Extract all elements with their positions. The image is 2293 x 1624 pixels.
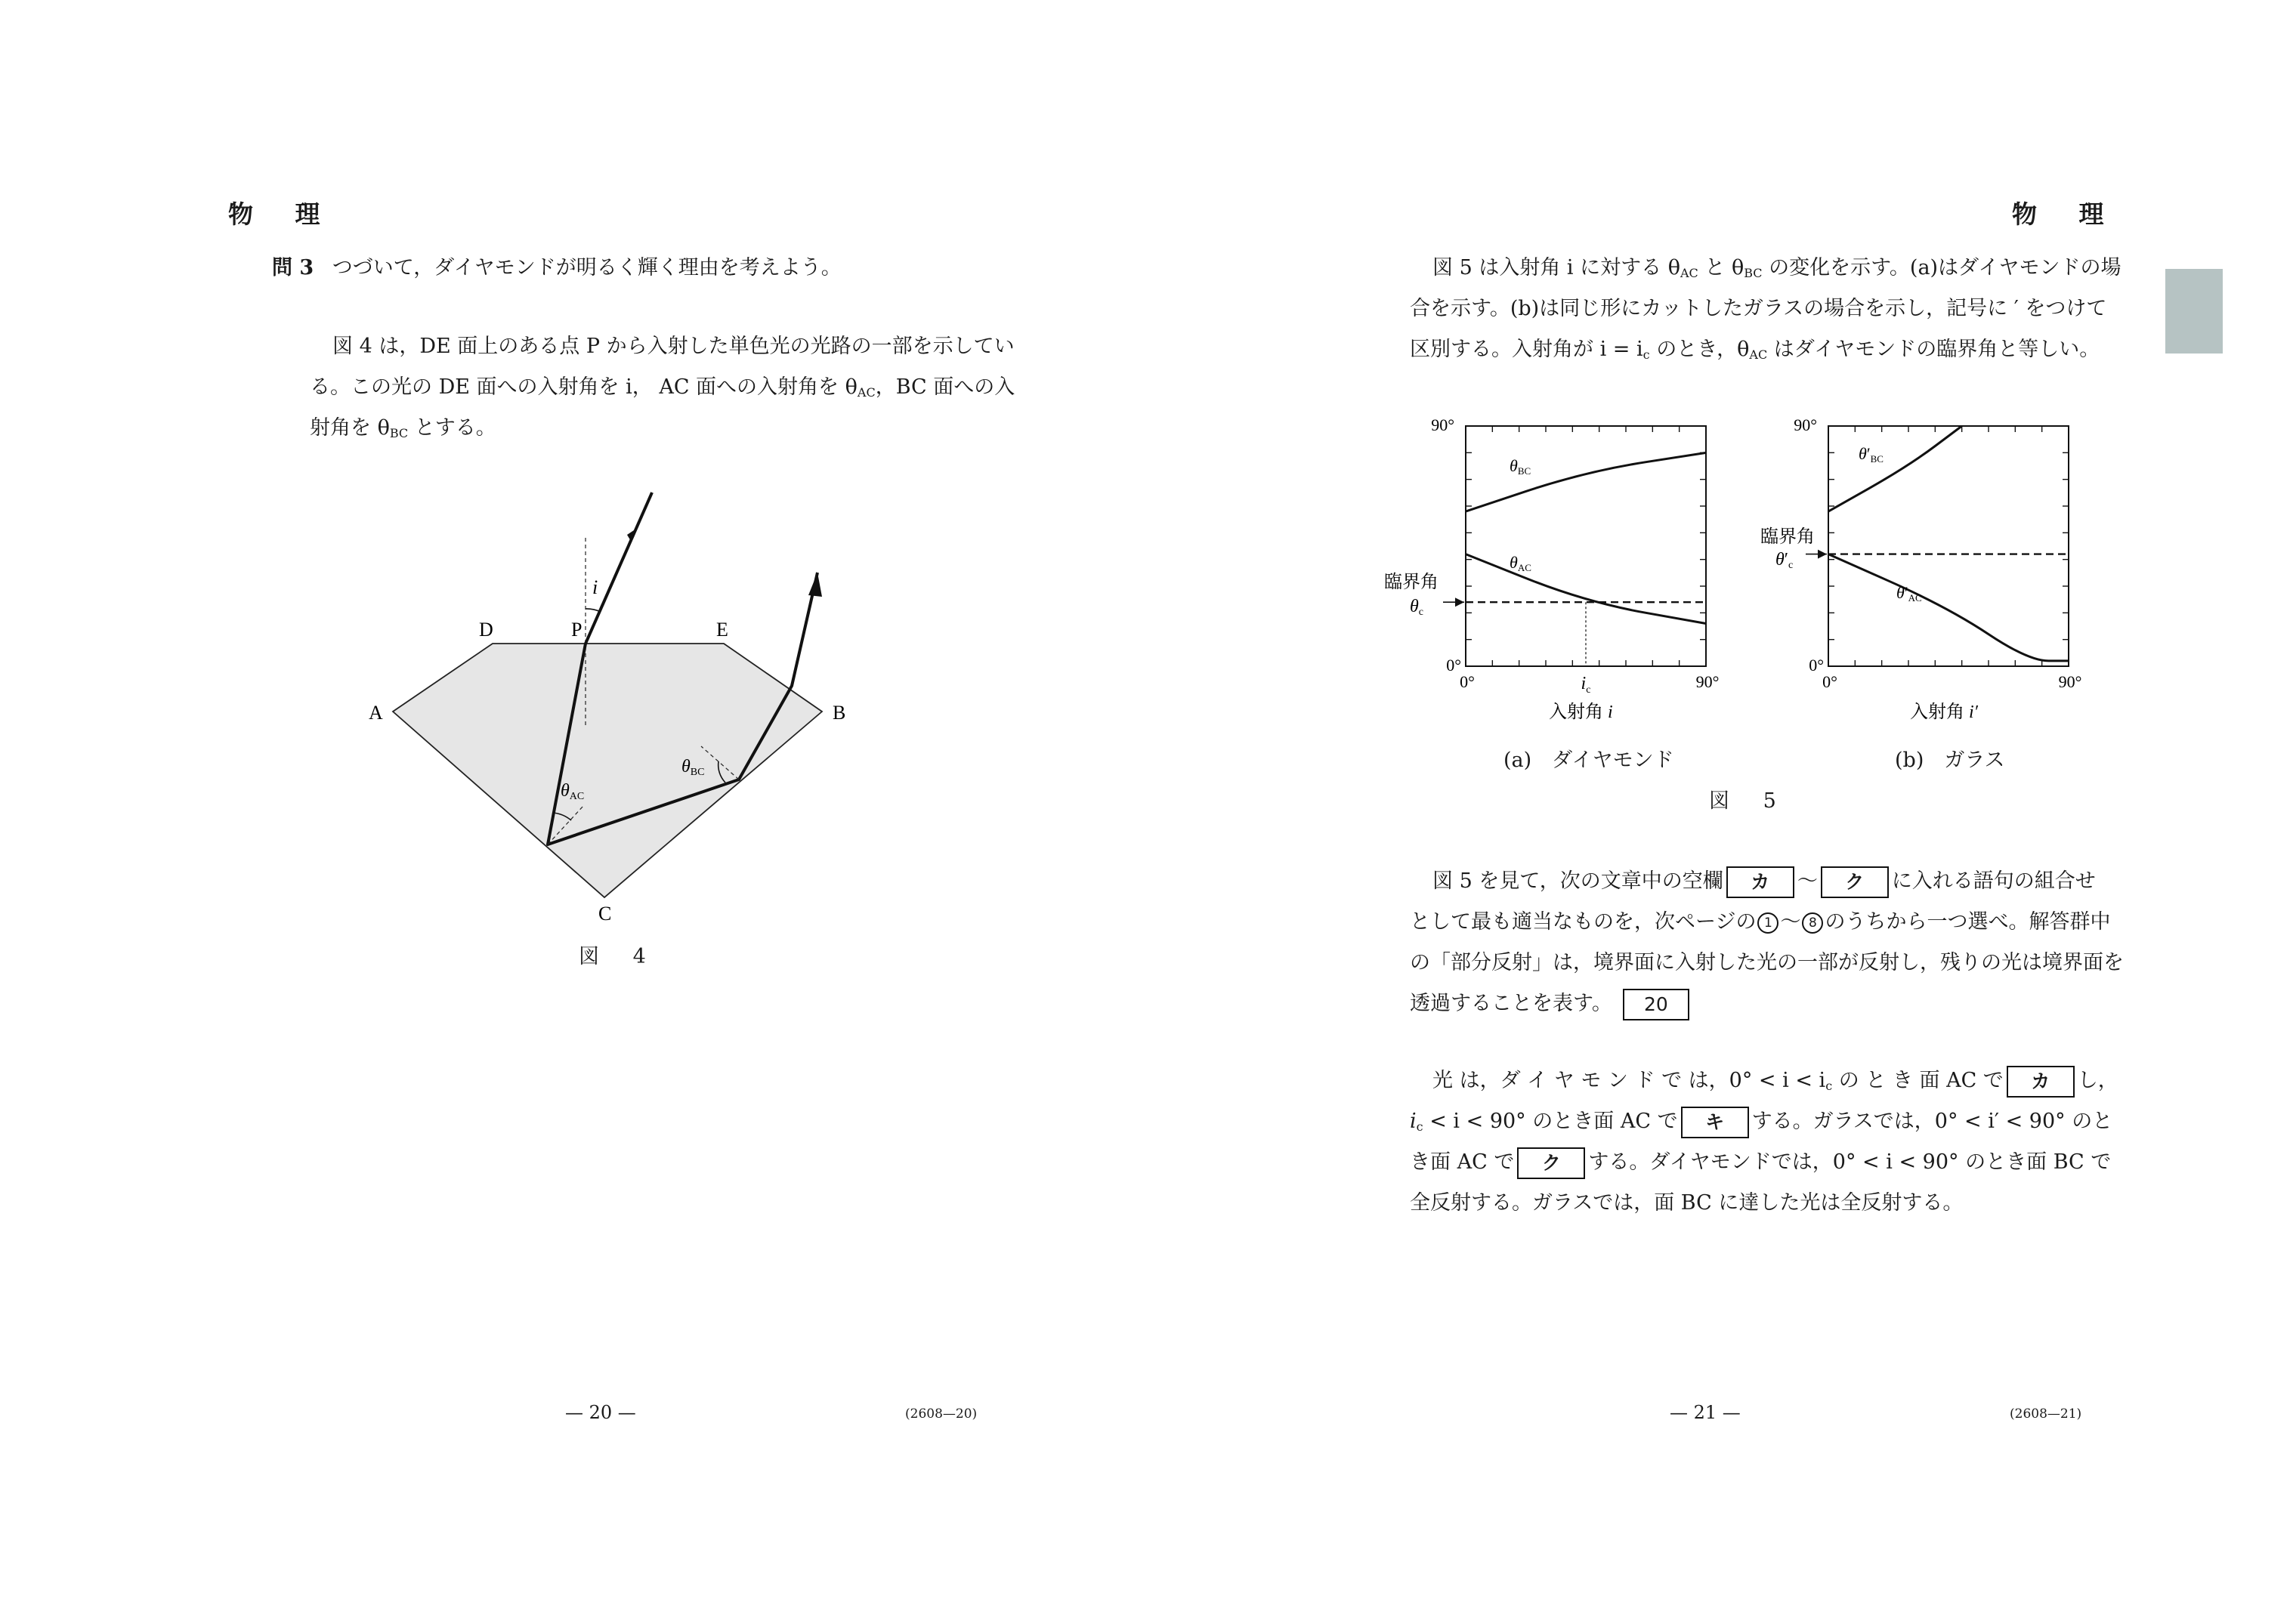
label-theta-bc-theta: θ xyxy=(681,757,691,776)
para-line-2-b: ，BC 面への入 xyxy=(875,375,1015,399)
prism-shape xyxy=(393,644,822,897)
chart-a-crit-theta xyxy=(1410,597,1423,618)
fig5-desc-line-1-sub-1: AC xyxy=(1680,266,1698,280)
label-C: C xyxy=(598,903,612,925)
statement-blank-ki: キ xyxy=(1681,1107,1749,1138)
instruction-line-4-a: 透過することを表す。 xyxy=(1410,992,1612,1015)
fig5-desc-line-1-sub-2: BC xyxy=(1744,266,1763,280)
chart-b-xtick-0: 0° xyxy=(1822,672,1837,691)
statement-line-2 xyxy=(1410,1101,2112,1147)
fig5-desc-line-1-a: 図 5 は入射角 i に対する θ xyxy=(1432,256,1680,279)
incident-ray xyxy=(586,492,652,644)
choice-1: 1 xyxy=(1757,912,1778,934)
instruction-line-2 xyxy=(1410,902,2110,943)
label-A: A xyxy=(369,702,383,724)
fig5-desc-line-3-sub-1: c xyxy=(1642,347,1650,362)
instruction-line-1 xyxy=(1432,861,2096,902)
question-label: 問 3 xyxy=(272,256,314,279)
instruction-line-1-b: に入れる語句の組合せ xyxy=(1891,869,2096,893)
para-line-2-a: る。この光の DE 面への入射角を i， AC 面への入射角を θ xyxy=(310,375,858,399)
chart-a-ytick-0: 0° xyxy=(1446,656,1461,675)
statement-blank-ku: ク xyxy=(1517,1147,1585,1179)
para-line-3 xyxy=(310,408,496,454)
label-theta-ac-sub: AC xyxy=(569,791,585,802)
figure-4-diagram xyxy=(355,483,854,944)
chart-b-crit-theta xyxy=(1775,550,1793,571)
chart-b-xlabel xyxy=(1910,702,1979,722)
statement-line-2-b: < i < 90° のとき面 AC で xyxy=(1423,1110,1678,1133)
right-page-number: — 21 — xyxy=(1670,1402,1741,1423)
chart-a xyxy=(1384,415,1719,722)
chart-a-label-theta-ac-sub: AC xyxy=(1517,562,1531,573)
chart-b-label-theta-ac xyxy=(1896,583,1922,604)
statement-line-2-c: する。ガラスでは，0° < i′ < 90° のと xyxy=(1751,1110,2113,1133)
incident-arrow xyxy=(627,529,636,542)
fig5-desc-line-3-c: はダイヤモンドの臨界角と等しい。 xyxy=(1767,338,2100,361)
label-E: E xyxy=(716,619,728,641)
figure-5-caption: 図 5 xyxy=(1709,789,1790,813)
chart-a-crit-arrowhead xyxy=(1455,597,1464,607)
label-i: i xyxy=(592,576,598,598)
statement-line-1 xyxy=(1432,1061,2118,1107)
left-page-number: — 20 — xyxy=(565,1402,636,1423)
question-3 xyxy=(272,248,842,289)
chart-b-label-theta-bc-main: θ xyxy=(1859,444,1867,463)
chart-b-series-theta-bc xyxy=(1828,426,1962,511)
statement-blank-ka: カ xyxy=(2007,1066,2075,1098)
chart-b-ytick-90: 90° xyxy=(1794,415,1817,434)
angle-i-arc xyxy=(586,609,601,612)
figure-5-charts xyxy=(1383,408,2108,748)
right-page-code: (2608—21) xyxy=(2010,1406,2082,1422)
question-text: つづいて，ダイヤモンドが明るく輝く理由を考えよう。 xyxy=(332,256,842,279)
figure-4-caption: 図 4 xyxy=(579,945,660,968)
instruction-line-3: の「部分反射」は，境界面に入射した光の一部が反射し，残りの光は境界面を xyxy=(1410,951,2124,974)
left-page-code: (2608—20) xyxy=(905,1406,978,1422)
statement-line-2-sub: c xyxy=(1416,1119,1423,1134)
blank-ku: ク xyxy=(1821,866,1889,898)
para-line-3-sub: BC xyxy=(389,426,409,440)
chart-a-xtick-ic-sub: c xyxy=(1586,684,1591,696)
chart-b xyxy=(1760,415,2081,722)
para-line-2 xyxy=(310,367,1015,413)
left-page-header: 物 理 xyxy=(228,199,337,229)
chart-b-xlabel-text: 入射角 xyxy=(1910,702,1969,722)
label-D: D xyxy=(479,619,493,641)
chart-a-xtick-0: 0° xyxy=(1460,672,1475,691)
instruction-line-4 xyxy=(1410,983,1692,1024)
chart-a-crit-theta-main: θ xyxy=(1410,597,1419,616)
figure-5b-caption: (b) ガラス xyxy=(1895,749,2005,772)
chart-a-crit-theta-sub: c xyxy=(1418,607,1424,618)
choice-8: 8 xyxy=(1802,912,1823,934)
chart-a-label-theta-ac-main: θ xyxy=(1510,553,1518,572)
fig5-desc-line-1-b: と θ xyxy=(1698,256,1744,279)
chart-a-xlabel xyxy=(1549,702,1613,722)
chart-a-crit-label: 臨界角 xyxy=(1384,573,1439,592)
instruction-line-1-a: 図 5 を見て，次の文章中の空欄 xyxy=(1432,869,1723,893)
para-line-3-b: とする。 xyxy=(408,416,496,440)
chart-a-ytick-90: 90° xyxy=(1431,415,1454,434)
fig5-desc-line-1-c: の変化を示す。(a)はダイヤモンドの場 xyxy=(1762,256,2121,279)
chart-b-crit-theta-main: θ xyxy=(1775,550,1785,570)
chart-b-label-theta-ac-main: θ xyxy=(1896,583,1905,602)
chart-a-label-theta-bc-main: θ xyxy=(1510,456,1518,475)
chart-b-label-theta-ac-sub: AC xyxy=(1908,592,1922,604)
chart-b-crit-arrowhead xyxy=(1818,550,1827,559)
statement-line-3-b: する。ダイヤモンドでは，0° < i < 90° のとき面 BC で xyxy=(1588,1150,2112,1174)
answer-box-20[interactable]: 20 xyxy=(1623,989,1689,1020)
right-page-header: 物 理 xyxy=(2012,199,2121,229)
instruction-tilde: ～ xyxy=(1797,869,1818,893)
chart-a-series-theta-bc xyxy=(1466,452,1706,511)
para-line-1: 図 4 は，DE 面上のある点 P から入射した単色光の光路の一部を示してい xyxy=(332,335,1015,358)
chart-a-xtick-ic-main: i xyxy=(1581,674,1587,693)
chart-a-xtick-ic xyxy=(1581,674,1591,696)
chart-b-label-theta-bc-prime: ′ xyxy=(1866,444,1871,463)
blank-ka: カ xyxy=(1726,866,1794,898)
statement-line-1-b: の と き 面 AC で xyxy=(1832,1069,2004,1092)
fig5-desc-line-3-a: 区別する。入射角が i = i xyxy=(1410,338,1643,361)
instruction-line-2-a: として最も適当なものを，次ページの xyxy=(1410,910,1757,934)
para-line-2-sub: AC xyxy=(857,385,876,400)
label-B: B xyxy=(833,702,846,724)
instruction-line-2-b: のうちから一つ選べ。解答群中 xyxy=(1825,910,2111,934)
chart-a-xtick-90: 90° xyxy=(1695,672,1720,691)
chart-a-label-theta-ac xyxy=(1510,553,1531,573)
label-P: P xyxy=(571,619,583,641)
chart-b-label-theta-bc xyxy=(1859,444,1884,465)
statement-line-1-c: し， xyxy=(2077,1069,2118,1092)
fig5-desc-line-3 xyxy=(1410,329,2100,375)
statement-line-3-a: き面 AC で xyxy=(1410,1150,1515,1174)
chart-b-crit-theta-prime: ′ xyxy=(1784,550,1789,570)
label-theta-bc-sub: BC xyxy=(690,767,705,778)
statement-line-4: 全反射する。ガラスでは，面 BC に達した光は全反射する。 xyxy=(1410,1191,1964,1215)
chart-b-xlabel-var: i′ xyxy=(1969,702,1978,722)
fig5-desc-line-1 xyxy=(1432,248,2121,294)
side-tab xyxy=(2165,269,2223,354)
chart-b-ytick-0: 0° xyxy=(1809,656,1824,675)
fig5-desc-line-2: 合を示す。(b)は同じ形にカットしたガラスの場合を示し，記号に ′ をつけて xyxy=(1410,297,2107,320)
chart-b-xtick-90: 90° xyxy=(2058,672,2082,691)
chart-b-series-theta-ac xyxy=(1828,554,2069,661)
chart-b-crit-label: 臨界角 xyxy=(1760,527,1815,547)
statement-line-1-a: 光 は，ダ イ ヤ モ ン ド で は，0° < i < i xyxy=(1432,1069,1826,1092)
chart-b-crit-theta-sub: c xyxy=(1788,560,1794,571)
chart-a-label-theta-bc xyxy=(1510,456,1531,477)
fig5-desc-line-3-b: のとき，θ xyxy=(1649,338,1750,361)
statement-line-1-sub: c xyxy=(1825,1079,1833,1093)
figure-5a-caption: (a) ダイヤモンド xyxy=(1503,749,1674,772)
statement-line-2-a: i xyxy=(1410,1110,1417,1133)
label-theta-ac-theta: θ xyxy=(561,781,570,801)
para-line-3-a: 射角を θ xyxy=(310,416,390,440)
chart-b-label-theta-ac-prime: ′ xyxy=(1904,583,1908,602)
chart-a-xlabel-var: i xyxy=(1608,702,1613,722)
instruction-line-2-tilde: ～ xyxy=(1780,910,1801,934)
chart-b-label-theta-bc-sub: BC xyxy=(1870,453,1884,465)
chart-a-xlabel-text: 入射角 xyxy=(1549,702,1608,722)
chart-a-label-theta-bc-sub: BC xyxy=(1517,465,1531,477)
statement-line-3 xyxy=(1410,1142,2111,1183)
fig5-desc-line-3-sub-2: AC xyxy=(1749,347,1768,362)
